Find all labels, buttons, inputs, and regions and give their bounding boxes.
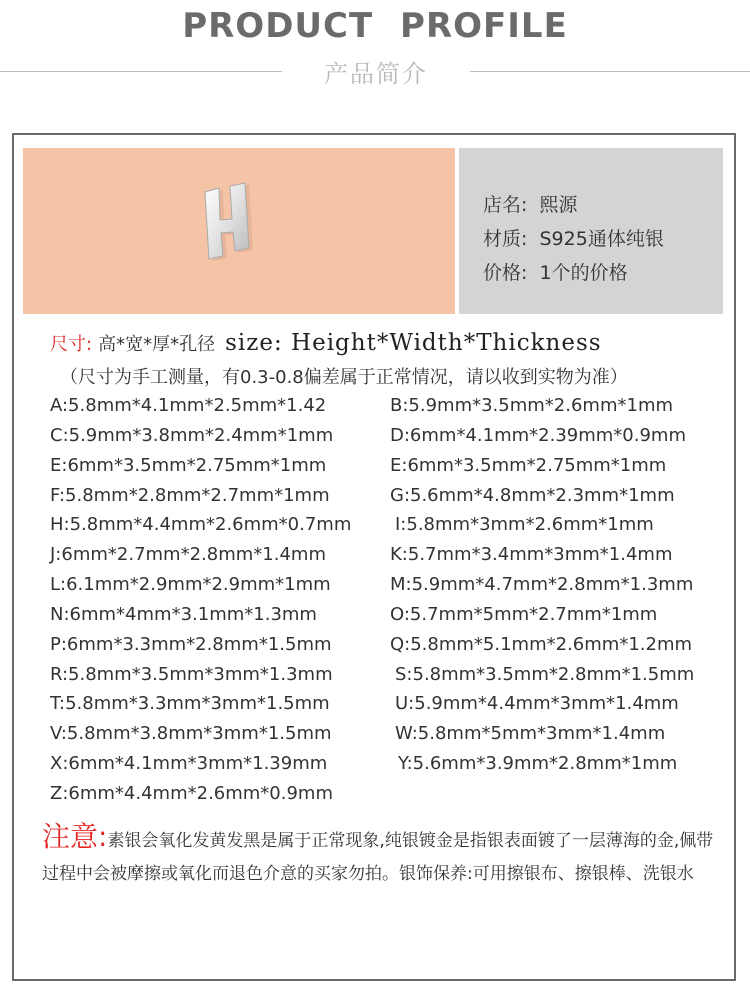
subtitle-row xyxy=(0,54,750,88)
dim-s: S:5.8mm*3.5mm*2.8mm*1.5mm xyxy=(395,664,695,685)
care-notice xyxy=(42,820,722,891)
dim-n: N:6mm*4mm*3.1mm*1.3mm xyxy=(50,604,317,625)
size-heading: 尺寸: 高*宽*厚*孔径 size: Height*Width*Thickness xyxy=(50,330,602,356)
page-title: PRODUCT PROFILE xyxy=(182,6,568,46)
dim-l: L:6.1mm*2.9mm*2.9mm*1mm xyxy=(50,574,331,595)
dim-e-repeat: E:6mm*3.5mm*2.75mm*1mm xyxy=(390,455,667,476)
dim-v: V:5.8mm*3.8mm*3mm*1.5mm xyxy=(50,723,332,744)
dim-w: W:5.8mm*5mm*3mm*1.4mm xyxy=(395,723,666,744)
divider-left xyxy=(0,71,282,72)
dim-b: B:5.9mm*3.5mm*2.6mm*1mm xyxy=(390,395,674,416)
dim-m: M:5.9mm*4.7mm*2.8mm*1.3mm xyxy=(390,574,694,595)
page-subtitle: 产品简介 xyxy=(324,60,428,88)
dim-e: E:6mm*3.5mm*2.75mm*1mm xyxy=(50,455,327,476)
info-row-store: 店名: 熙源 xyxy=(483,194,578,216)
dim-x: X:6mm*4.1mm*3mm*1.39mm xyxy=(50,753,328,774)
dim-r: R:5.8mm*3.5mm*3mm*1.3mm xyxy=(50,664,333,685)
dim-g: G:5.6mm*4.8mm*2.3mm*1mm xyxy=(390,485,675,506)
divider-right xyxy=(470,71,750,72)
dim-t: T:5.8mm*3.3mm*3mm*1.5mm xyxy=(50,693,330,714)
dim-d: D:6mm*4.1mm*2.39mm*0.9mm xyxy=(390,425,686,446)
info-row-material: 材质: S925通体纯银 xyxy=(483,228,664,250)
dim-q: Q:5.8mm*5.1mm*2.6mm*1.2mm xyxy=(390,634,693,655)
dim-z: Z:6mm*4.4mm*2.6mm*0.9mm xyxy=(50,783,333,804)
product-info-panel xyxy=(459,148,723,314)
caution-text: 素银会氧化发黄发黑是属于正常现象,纯银镀金是指银表面镀了一层薄海的金,佩带过程中会被摩擦或氧化而退色介意的买家勿拍。银饰保养:可用擦银布、擦银棒、洗银水 xyxy=(42,831,714,884)
dim-f: F:5.8mm*2.8mm*2.7mm*1mm xyxy=(50,485,330,506)
silver-letter-h-pendant xyxy=(23,148,455,314)
dim-u: U:5.9mm*4.4mm*3mm*1.4mm xyxy=(395,693,679,714)
info-row-price: 价格: 1个的价格 xyxy=(483,262,628,284)
measurement-note: （尺寸为手工测量，有0.3-0.8偏差属于正常情况，请以收到实物为准） xyxy=(60,367,628,388)
dim-k: K:5.7mm*3.4mm*3mm*1.4mm xyxy=(390,544,673,565)
dim-h: H:5.8mm*4.4mm*2.6mm*0.7mm xyxy=(50,514,352,535)
dim-j: J:6mm*2.7mm*2.8mm*1.4mm xyxy=(50,544,326,565)
product-photo xyxy=(23,148,455,314)
dim-c: C:5.9mm*3.8mm*2.4mm*1mm xyxy=(50,425,334,446)
dim-o: O:5.7mm*5mm*2.7mm*1mm xyxy=(390,604,658,625)
dim-a: A:5.8mm*4.1mm*2.5mm*1.42 xyxy=(50,395,327,416)
caution-label: 注意: xyxy=(42,820,108,853)
dim-y: Y:5.6mm*3.9mm*2.8mm*1mm xyxy=(398,753,678,774)
dim-i: I:5.8mm*3mm*2.6mm*1mm xyxy=(395,514,654,535)
dim-p: P:6mm*3.3mm*2.8mm*1.5mm xyxy=(50,634,332,655)
